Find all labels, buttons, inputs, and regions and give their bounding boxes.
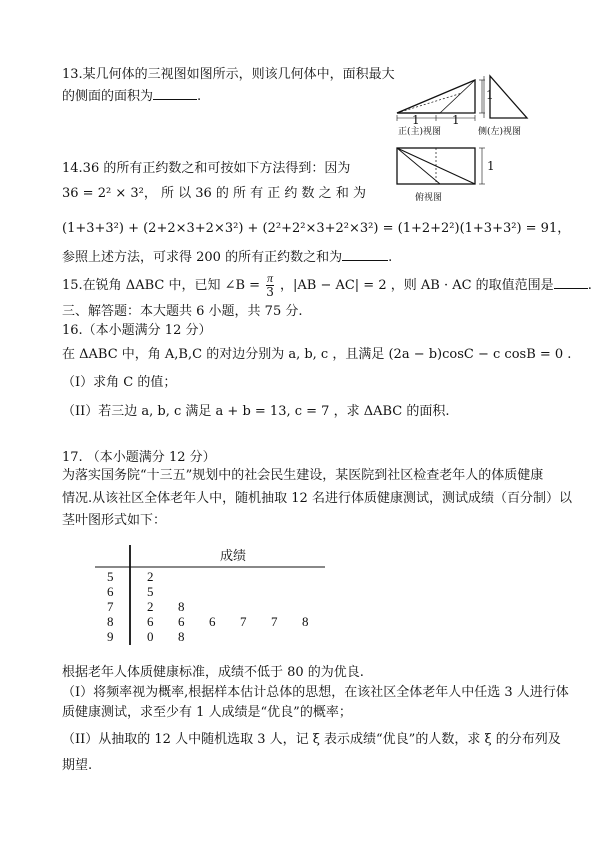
front-view-label: 正(主)视图 — [398, 127, 442, 137]
side-view-label: 侧(左)视图 — [478, 127, 522, 137]
q17-part2b: 期望. — [62, 758, 93, 773]
q14-line3: (1+3+3²) + (2+2×3+2×3²) + (2²+2²×3+2²×3²) = (1+2+2²)(1+3+3²) = 91， — [62, 221, 571, 236]
q13-line2-text: 的侧面的面积为 — [62, 89, 154, 104]
dim-label-1a: 1 — [412, 113, 420, 127]
section-3-heading: 三、解答题：本大题共 6 小题，共 75 分. — [62, 304, 303, 319]
dim-label-1c: 1 — [486, 88, 494, 102]
q17-part1b: 质健康测试，求至少有 1 人成绩是“优良”的概率； — [62, 705, 352, 720]
q17-p2: 情况.从该社区全体老年人中，随机抽取 12 名进行体质健康测试，测试成绩（百分制）以 — [62, 491, 572, 506]
q13-line2: 的侧面的面积为 . — [62, 89, 202, 104]
q17-title: 17. （本小题满分 12 分） — [62, 450, 216, 465]
stem-value: 6 — [107, 584, 114, 599]
answer-blank-14[interactable] — [342, 248, 388, 261]
leaf-value: 6 — [147, 614, 154, 629]
q14-line4: 参照上述方法，可求得 200 的所有正约数之和为 . — [62, 250, 393, 265]
q17-part2a: （II）从抽取的 12 人中随机选取 3 人，记 ξ 表示成绩“优良”的人数，求 ξ 的分布列及 — [62, 732, 561, 747]
q16-part1: （I）求角 C 的值； — [62, 375, 177, 390]
leaf-value: 0 — [147, 629, 154, 644]
leaf-value: 7 — [271, 614, 278, 629]
top-view-label: 俯视图 — [415, 193, 443, 203]
leaf-value: 8 — [178, 599, 185, 614]
q17-p3: 茎叶图形式如下： — [62, 513, 167, 528]
stem-value: 9 — [107, 629, 114, 644]
answer-blank-15[interactable] — [554, 276, 588, 289]
leaf-value: 8 — [302, 614, 309, 629]
leaf-value: 5 — [147, 584, 154, 599]
stem-value: 8 — [107, 614, 114, 629]
q16-stem: 在 ΔABC 中，角 A,B,C 的对边分别为 a, b, c ，且满足 (2a − b)cosC − c cosB = 0 . — [62, 347, 572, 362]
stem-leaf-title: 成绩 — [220, 549, 247, 564]
leaf-value: 6 — [209, 614, 216, 629]
q15-middle: ，|AB − AC| = 2 ，则 AB · AC 的取值范围是 — [279, 278, 554, 293]
leaf-value: 2 — [147, 599, 154, 614]
q14-line4-text: 参照上述方法，可求得 200 的所有正约数之和为 — [62, 250, 343, 265]
q14-line1: 14.36 的所有正约数之和可按如下方法得到：因为 — [62, 161, 351, 176]
q16-part2: （II）若三边 a, b, c 满足 a + b = 13, c = 7 ，求 ΔABC 的面积. — [62, 404, 450, 419]
dim-label-1b: 1 — [452, 113, 460, 127]
q14-line2: 36 = 2² × 3²， 所 以 36 的 所 有 正 约 数 之 和 为 — [62, 186, 366, 201]
q16-title: 16.（本小题满分 12 分） — [62, 323, 212, 338]
stem-leaf-plot — [95, 545, 355, 645]
q17-part1a: （I）将频率视为概率,根据样本估计总体的思想，在该社区全体老年人中任选 3 人进行体 — [62, 685, 569, 700]
top-view — [397, 148, 485, 184]
dim-label-side: 1 — [487, 159, 495, 173]
q15-frac-den: 3 — [266, 285, 274, 299]
stem-value: 5 — [107, 569, 114, 584]
leaf-value: 8 — [178, 629, 185, 644]
stem-value: 7 — [107, 599, 114, 614]
q17-p1: 为落实国务院“十三五”规划中的社会民生建设，某医院到社区检查老年人的体质健康 — [62, 468, 544, 483]
q15-line — [62, 272, 592, 299]
q15-fraction — [266, 272, 274, 299]
q13-line1: 13.某几何体的三视图如图所示，则该几何体中，面积最大 — [62, 67, 395, 82]
leaf-value: 2 — [147, 569, 154, 584]
q15-end: . — [587, 278, 592, 293]
leaf-value: 7 — [240, 614, 247, 629]
leaf-value: 6 — [178, 614, 185, 629]
q17-after1: 根据老年人体质健康标准，成绩不低于 80 的为优良. — [62, 665, 364, 680]
q15-frac-num: π — [267, 271, 274, 285]
front-view — [397, 80, 485, 121]
q15-prefix: 15.在锐角 ΔABC 中，已知 ∠B = — [62, 278, 261, 293]
